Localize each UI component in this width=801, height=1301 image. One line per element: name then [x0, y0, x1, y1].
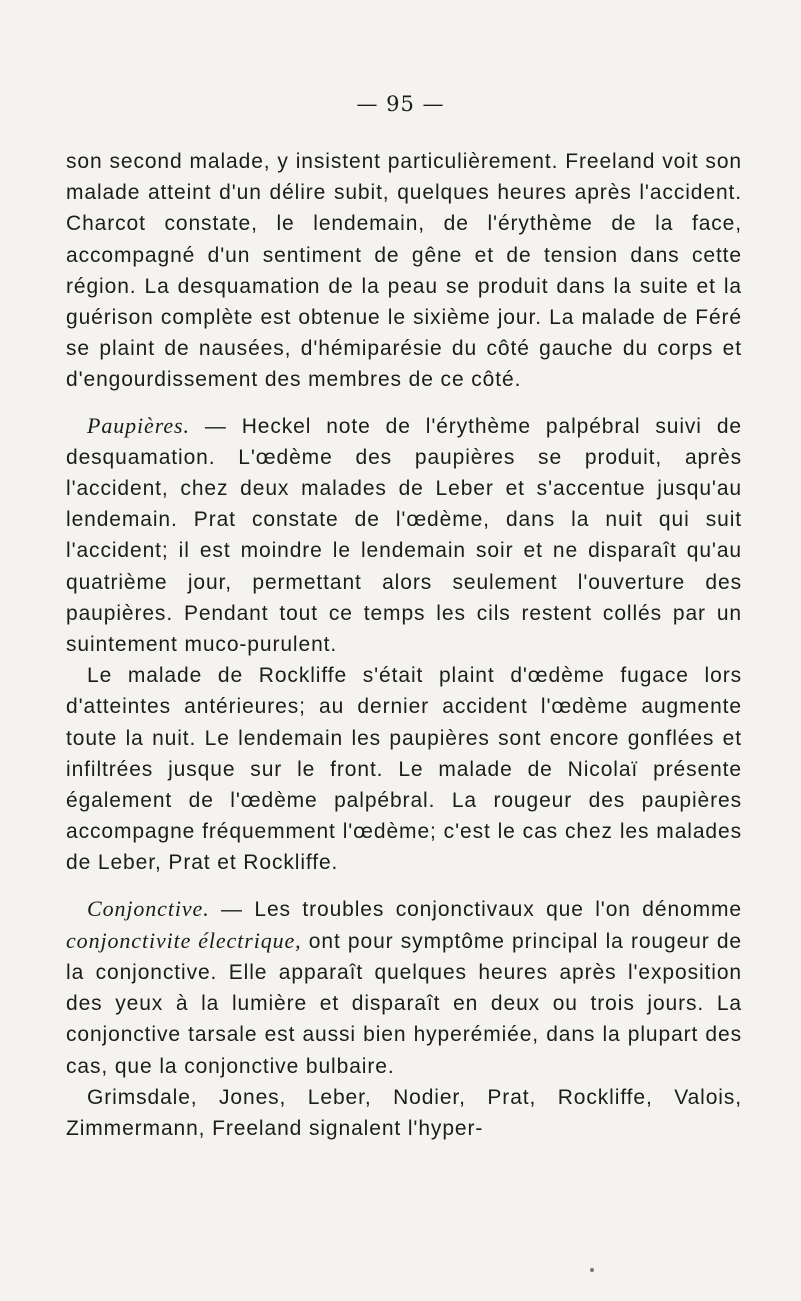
section-heading-paupieres: Paupières. — [87, 412, 190, 438]
paragraph-conjonctive-text-b: ont pour symptôme principal la rougeur de la conjonctive. Elle apparaît quelques heures après l'exposition des yeux à la lumière et disparaît en deux ou trois jours. La conjonctive tarsale est aussi bien hyperémiée, dans la plupart des cas, que la conjonctive bulbaire. — [66, 929, 743, 1078]
paragraph-conjonctive — [66, 893, 742, 1082]
paragraph-conjonctive-text-a: — Les troubles conjonctivaux que l'on dénomme — [209, 897, 742, 921]
print-speck — [590, 1268, 594, 1272]
paragraph-paupieres — [66, 410, 742, 661]
page-number: — 95 — — [356, 92, 445, 116]
paragraph-5: Grimsdale, Jones, Leber, Nodier, Prat, Rockliffe, Valois, Zimmermann, Freeland signalent l'hyper- — [66, 1085, 742, 1141]
body-text — [66, 146, 742, 1144]
paragraph-paupieres-body: — Heckel note de l'érythème palpébral suivi de desquamation. L'œdème des paupières se produit, après l'accident, chez deux malades de Leber et s'accentue jusqu'au lendemain. Prat constate de l'œdème, dans la nuit qui suit l'accident; il est moindre le lendemain soir et ne disparaît qu'au quatrième jour, permettant alors seulement l'ouverture des paupières. Pendant tout ce temps les cils restent collés par un suintement muco-purulent. — [66, 414, 742, 657]
term-conjonctivite-electrique: conjonctivite électrique, — [66, 927, 302, 953]
paragraph-1: son second malade, y insistent particulièrement. Freeland voit son malade atteint d'un délire subit, quelques heures après l'accident. Charcot constate, le lendemain, de l'érythème de la face, accompagné d'un sentiment de gêne et de tension dans cette région. La desquamation de la peau se produit dans la suite et la guérison complète est obtenue le sixième jour. La malade de Féré se plaint de nausées, d'hémiparésie du côté gauche du corps et d'engourdissement des membres de ce côté. — [66, 150, 742, 392]
section-heading-conjonctive: Conjonctive. — [87, 895, 210, 921]
paragraph-3: Le malade de Rockliffe s'était plaint d'œdème fugace lors d'atteintes antérieures; au dernier accident l'œdème augmente toute la nuit. Le lendemain les paupières sont encore gonflées et infiltrées jusque sur le front. Le malade de Nicolaï présente également de l'œdème palpébral. La rougeur des paupières accompagne fréquemment l'œdème; c'est le cas chez les malades de Leber, Prat et Rockliffe. — [66, 664, 742, 875]
